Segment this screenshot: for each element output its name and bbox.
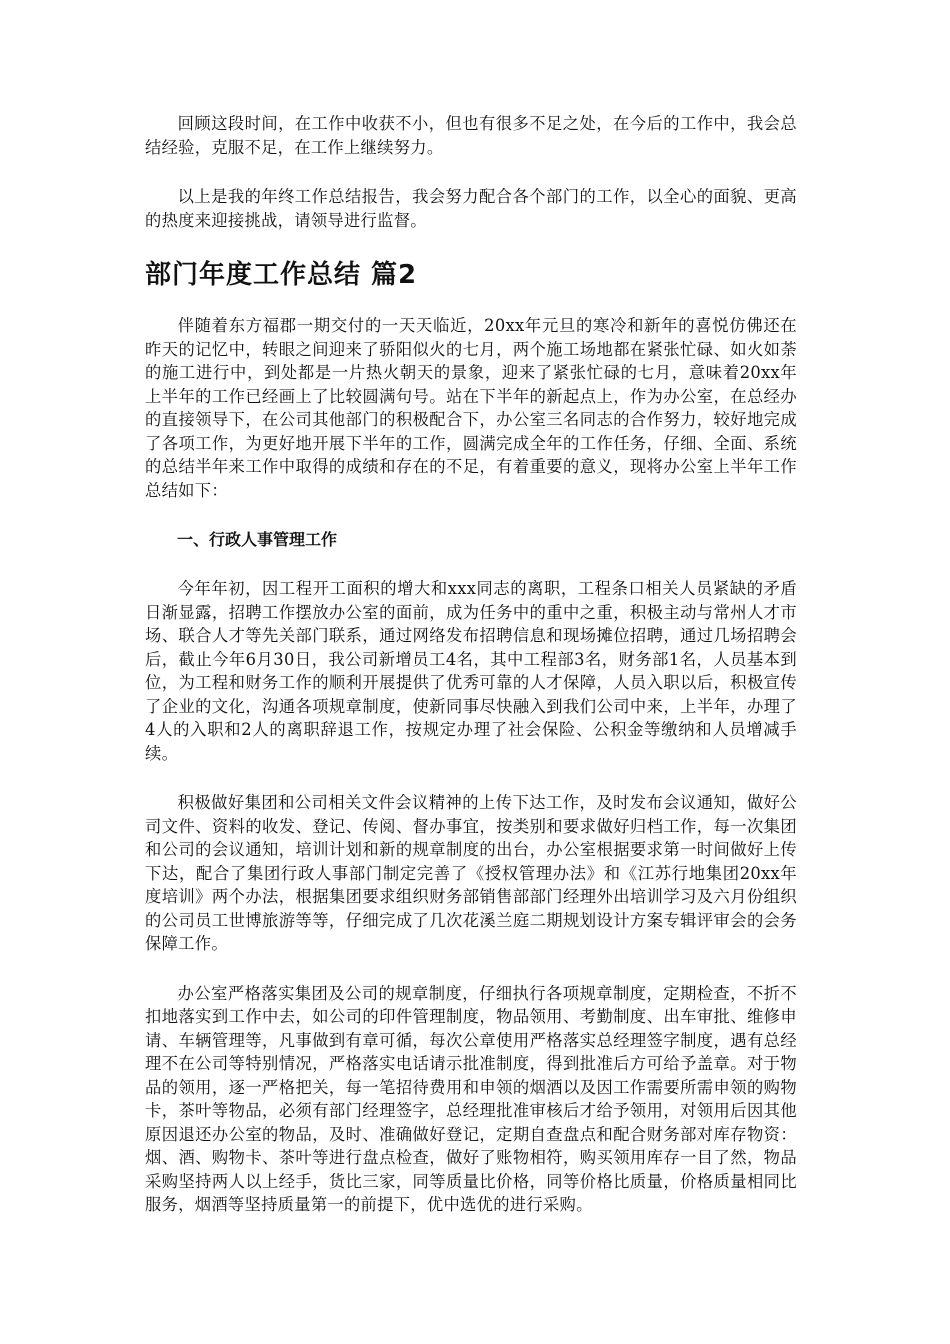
document-body: [145, 112, 797, 1235]
body-paragraph-documents: 积极做好集团和公司相关文件会议精神的上传下达工作，及时发布会议通知，做好公司文件、资料的收发、登记、传阅、督办事宜，按类别和要求做好归档工作，每一次集团和公司的会议通知，培训计划和新的规章制度的出台，办公室根据要求第一时间做好上传下达，配合了集团行政人事部门制定完善了《授权管理办法》和《江苏行地集团20xx年度培训》两个办法，根据集团要求组织财务部销售部部门经理外出培训学习及六月份组织的公司员工世博旅游等等，仔细完成了几次花溪兰庭二期规划设计方案专辑评审会的会务保障工作。: [145, 793, 797, 953]
intro-paragraph-1: 回顾这段时间，在工作中收获不小，但也有很多不足之处，在今后的工作中，我会总结经验，克服不足，在工作上继续努力。: [145, 114, 797, 157]
body-paragraph-regulations: 办公室严格落实集团及公司的规章制度，仔细执行各项规章制度，定期检查，不折不扣地落实到工作中去，如公司的印件管理制度，物品领用、考勤制度、出车审批、维修申请、车辆管理等，凡事做到有章可循，每次公章使用严格落实总经理签字制度，遇有总经理不在公司等特别情况，严格落实电话请示批准制度，得到批准后方可给予盖章。对于物品的领用，逐一严格把关，每一笔招待费用和申领的烟酒以及因工作需要所需申领的购物卡，茶叶等物品，必须有部门经理签字，总经理批准审核后才给予领用，对领用后因其他原因退还办公室的物品，及时、准确做好登记，定期自查盘点和配合财务部对库存物资：烟、酒、购物卡、茶叶等进行盘点检查，做好了账物相符，购买领用库存一目了然，物品采购坚持两人以上经手，货比三家，同等质量比价格，同等价格比质量，价格质量相同比服务，烟酒等坚持质量第一的前提下，优中选优的进行采购。: [145, 983, 797, 1214]
body-paragraph-recruitment: 今年年初，因工程开工面积的增大和xxx同志的离职，工程条口相关人员紧缺的矛盾日渐显露，招聘工作摆放办公室的面前，成为任务中的重中之重，积极主动与常州人才市场、联合人才等先关部门联系，通过网络发布招聘信息和现场摊位招聘，通过几场招聘会后，截止今年6月30日，我公司新增员工4名，其中工程部3名，财务部1名，人员基本到位，为工程和财务工作的顺利开展提供了优秀可靠的人才保障，人员入职以后，积极宣传了企业的文化，沟通各项规章制度，使新同事尽快融入到我们公司中来，上半年，办理了4人的入职和2人的离职辞退工作，按规定办理了社会保险、公积金等缴纳和人员增减手续。: [145, 579, 797, 763]
subheading-admin-hr: 一、行政人事管理工作: [177, 530, 338, 549]
section-intro-paragraph: 伴随着东方福郡一期交付的一天天临近，20xx年元旦的寒冷和新年的喜悦仿佛还在昨天的记忆中，转眼之间迎来了骄阳似火的七月，两个施工场地都在紧张忙碌、如火如荼的施工进行中，到处都是一片热火朝天的景象，迎来了紧张忙碌的七月，意味着20xx年上半年的工作已经画上了比较圆满句号。站在下半年的新起点上，作为办公室，在总经办的直接领导下，在公司其他部门的积极配合下，办公室三名同志的合作努力，较好地完成了各项工作，为更好地开展下半年的工作，圆满完成全年的工作任务，仔细、全面、系统的总结半年来工作中取得的成绩和存在的不足，有着重要的意义，现将办公室上半年工作总结如下：: [145, 316, 797, 500]
section-title: 部门年度工作总结 篇2: [145, 260, 418, 290]
intro-paragraph-2: 以上是我的年终工作总结报告，我会努力配合各个部门的工作，以全心的面貌、更高的热度来迎接挑战，请领导进行监督。: [145, 187, 797, 230]
